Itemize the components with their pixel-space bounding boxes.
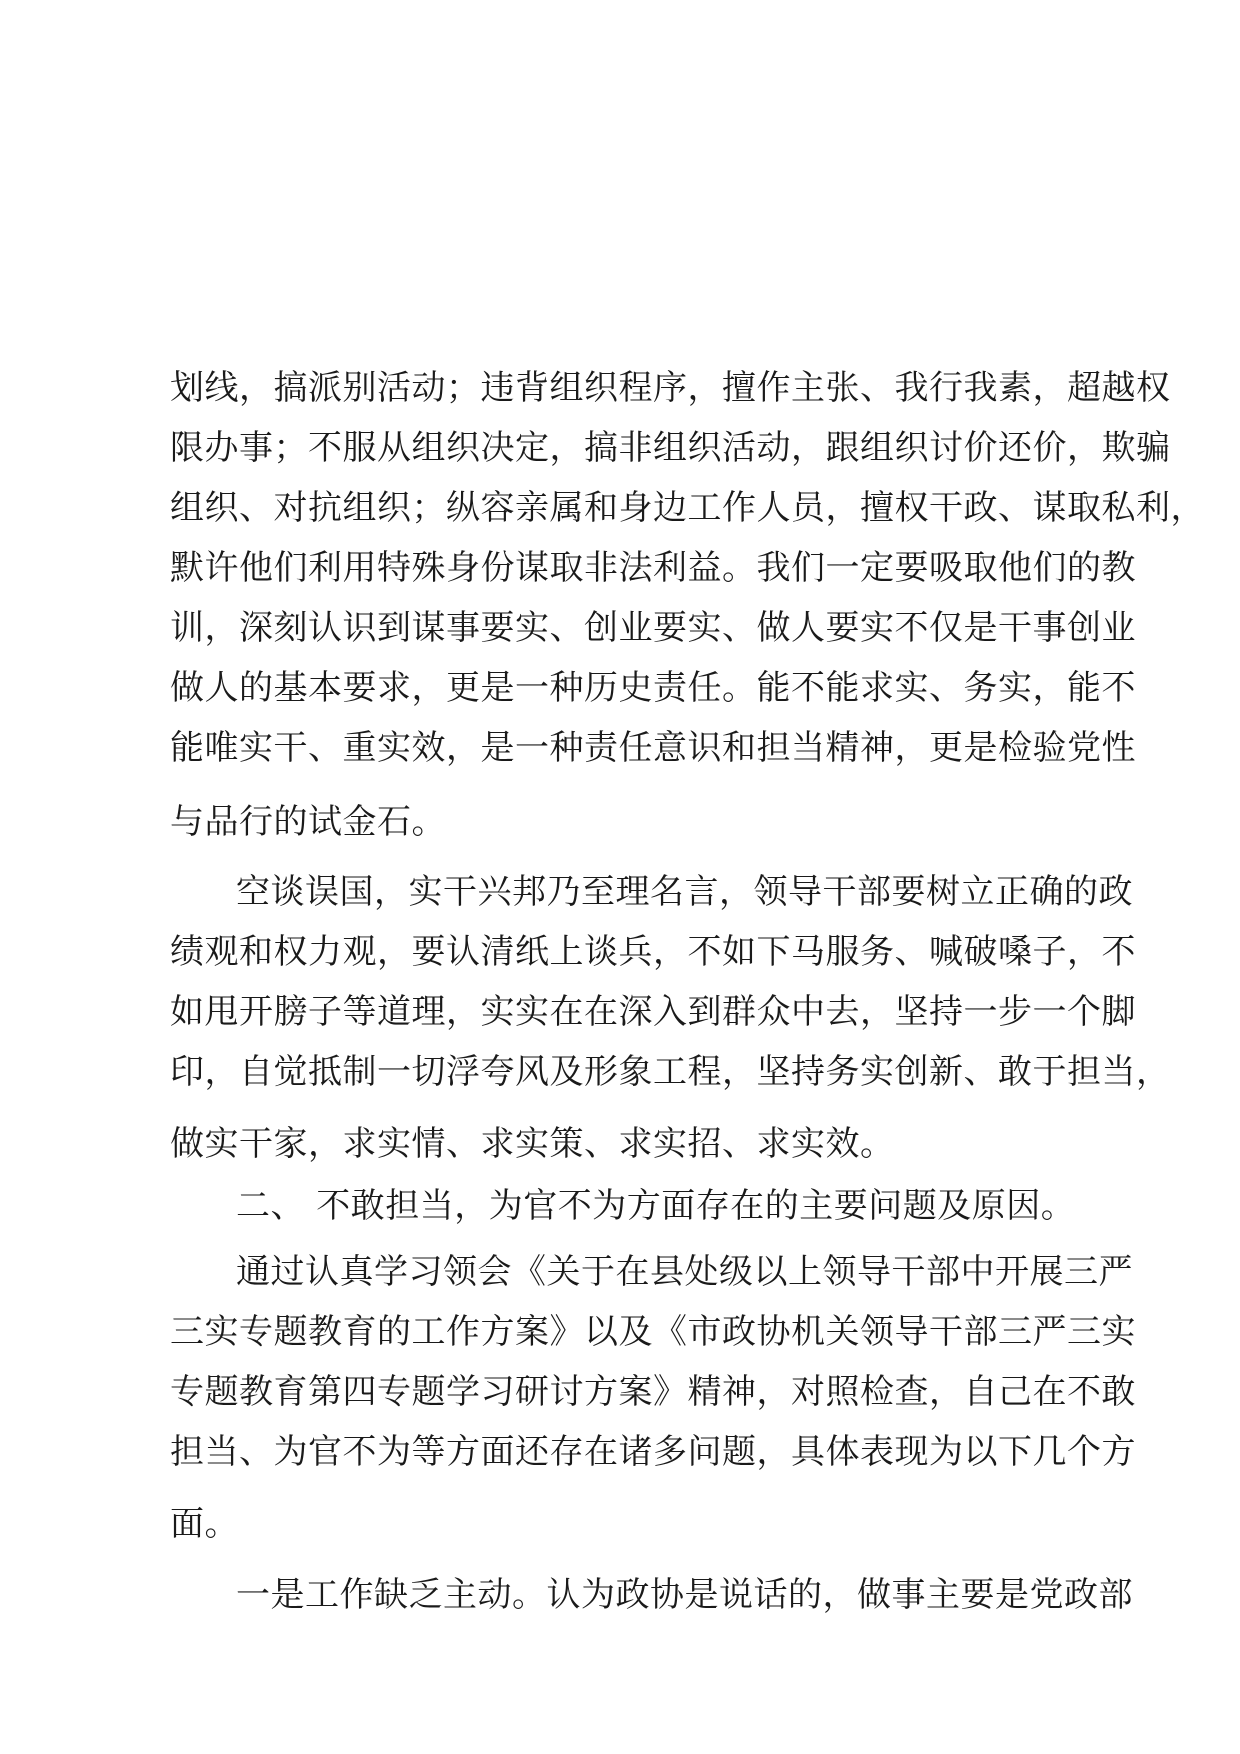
section-heading: 二、 不敢担当，为官不为方面存在的主要问题及原因。 [236, 1186, 1076, 1226]
paragraph-first-line: 一是工作缺乏主动。认为政协是说话的，做事主要是党政部 [236, 1575, 1133, 1615]
text-line: 面。 [170, 1504, 239, 1544]
text-line: 与品行的试金石。 [170, 802, 446, 842]
text-line: 做人的基本要求，更是一种历史责任。能不能求实、务实，能不 [170, 668, 1136, 708]
text-line: 能唯实干、重实效，是一种责任意识和担当精神，更是检验党性 [170, 728, 1136, 768]
text-line: 绩观和权力观，要认清纸上谈兵，不如下马服务、喊破嗓子，不 [170, 932, 1136, 972]
text-line: 组织、对抗组织；纵容亲属和身边工作人员，擅权干政、谋取私利， [170, 488, 1205, 528]
text-line: 训，深刻认识到谋事要实、创业要实、做人要实不仅是干事创业 [170, 608, 1136, 648]
text-line: 做实干家，求实情、求实策、求实招、求实效。 [170, 1124, 895, 1164]
text-line: 印，自觉抵制一切浮夸风及形象工程，坚持务实创新、敢于担当， [170, 1052, 1171, 1092]
paragraph-first-line: 通过认真学习领会《关于在县处级以上领导干部中开展三严 [236, 1252, 1133, 1292]
text-line: 担当、为官不为等方面还存在诸多问题，具体表现为以下几个方 [170, 1432, 1136, 1472]
text-line: 默许他们利用特殊身份谋取非法利益。我们一定要吸取他们的教 [170, 548, 1136, 588]
text-line: 划线，搞派别活动；违背组织程序，擅作主张、我行我素，超越权 [170, 368, 1171, 408]
text-line: 三实专题教育的工作方案》以及《市政协机关领导干部三严三实 [170, 1312, 1136, 1352]
text-line: 限办事；不服从组织决定，搞非组织活动，跟组织讨价还价，欺骗 [170, 428, 1171, 468]
paragraph-first-line: 空谈误国，实干兴邦乃至理名言，领导干部要树立正确的政 [236, 872, 1133, 912]
text-line: 专题教育第四专题学习研讨方案》精神，对照检查，自己在不敢 [170, 1372, 1136, 1412]
text-line: 如甩开膀子等道理，实实在在深入到群众中去，坚持一步一个脚 [170, 992, 1136, 1032]
